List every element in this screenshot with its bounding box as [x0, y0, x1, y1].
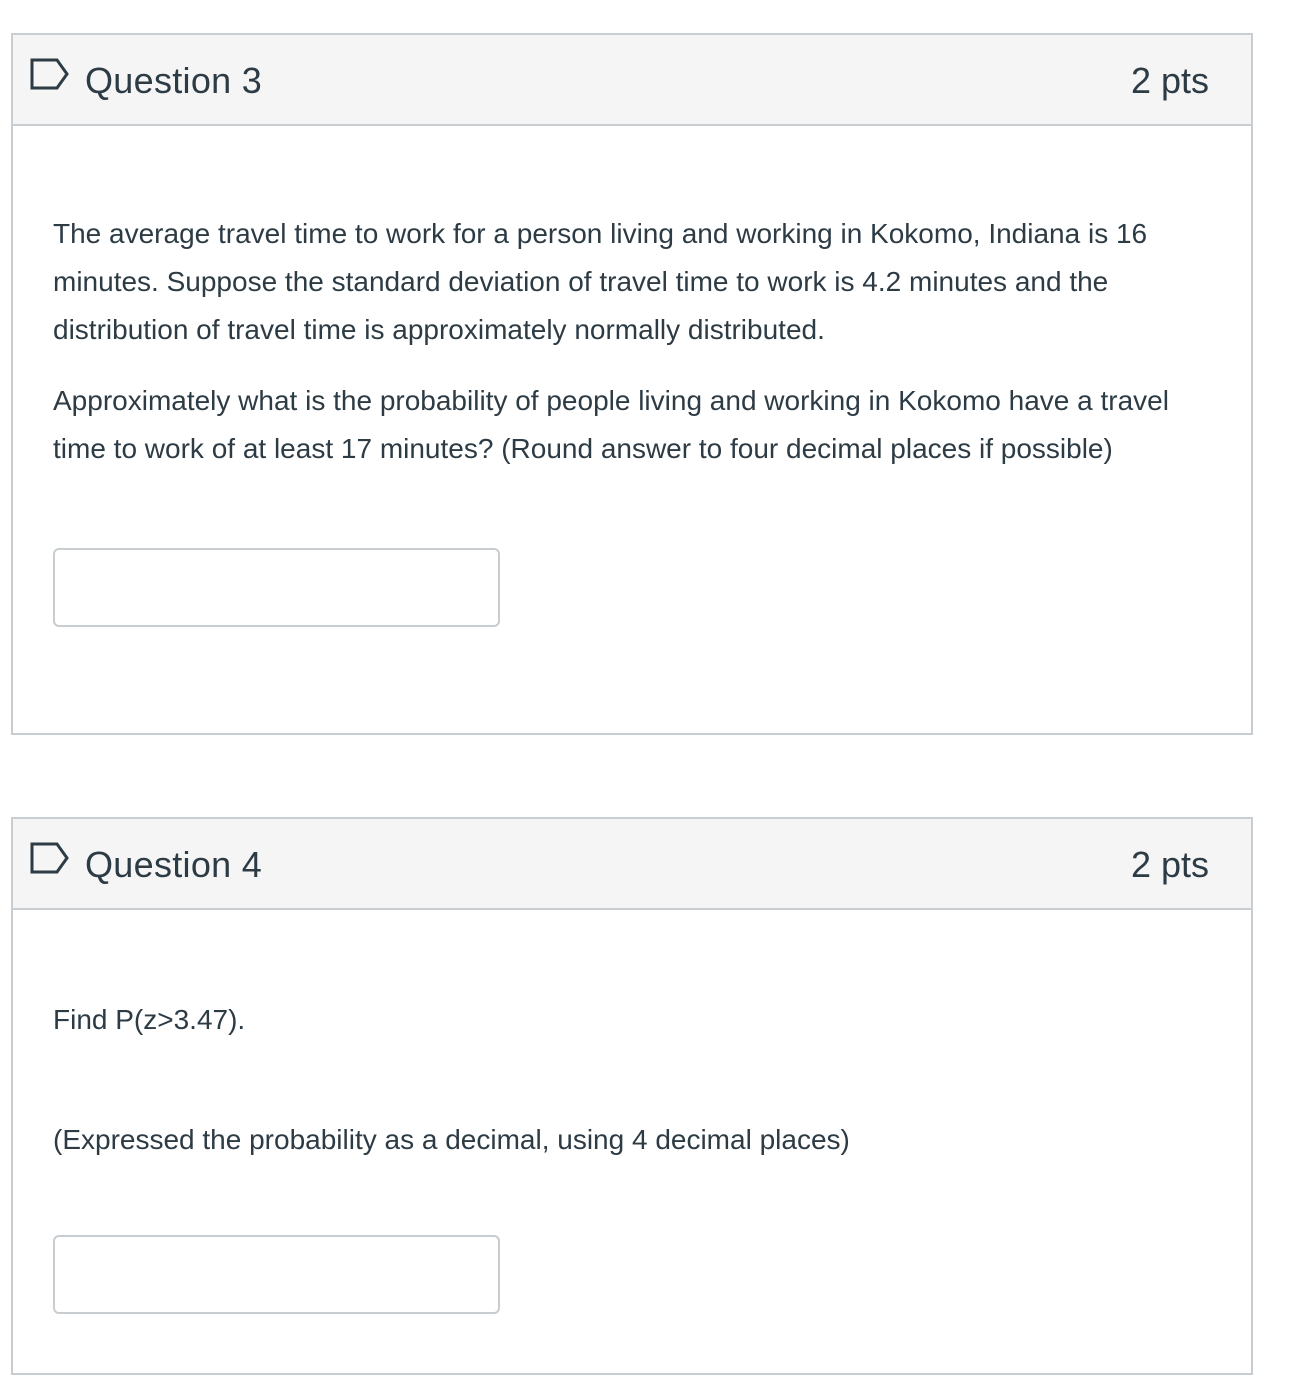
question-4-card [11, 817, 1253, 1375]
question-3-answer-input[interactable] [53, 548, 500, 627]
question-3-card [11, 33, 1253, 735]
flag-question-icon[interactable] [29, 841, 71, 875]
question-3-body [13, 126, 1251, 627]
question-4-paragraph-1: Find P(z>3.47). [53, 1004, 246, 1035]
question-4-body [13, 910, 1251, 1314]
question-4-paragraph-2: (Expressed the probability as a decimal, using 4 decimal places) [53, 1124, 850, 1155]
question-3-title: Question 3 [85, 60, 263, 101]
question-4-answer-input[interactable] [53, 1235, 500, 1314]
question-3-points: 2 pts [1130, 60, 1209, 101]
question-3-header [13, 35, 1251, 126]
question-3-paragraph-2: Approximately what is the probability of people living and working in Kokomo have a travel time to work of at least 17 minutes? (Round answer to four decimal places if possible) [53, 385, 1169, 464]
question-4-points: 2 pts [1130, 844, 1209, 885]
question-3-paragraph-1: The average travel time to work for a person living and working in Kokomo, Indiana is 16 minutes. Suppose the standard deviation of travel time to work is 4.2 minutes and the distribution of travel time is approximately normally distributed. [53, 218, 1148, 345]
question-4-text [53, 910, 1211, 1164]
question-4-header [13, 819, 1251, 910]
question-4-title: Question 4 [85, 844, 263, 885]
flag-question-icon[interactable] [29, 57, 71, 91]
question-3-text [53, 126, 1211, 473]
